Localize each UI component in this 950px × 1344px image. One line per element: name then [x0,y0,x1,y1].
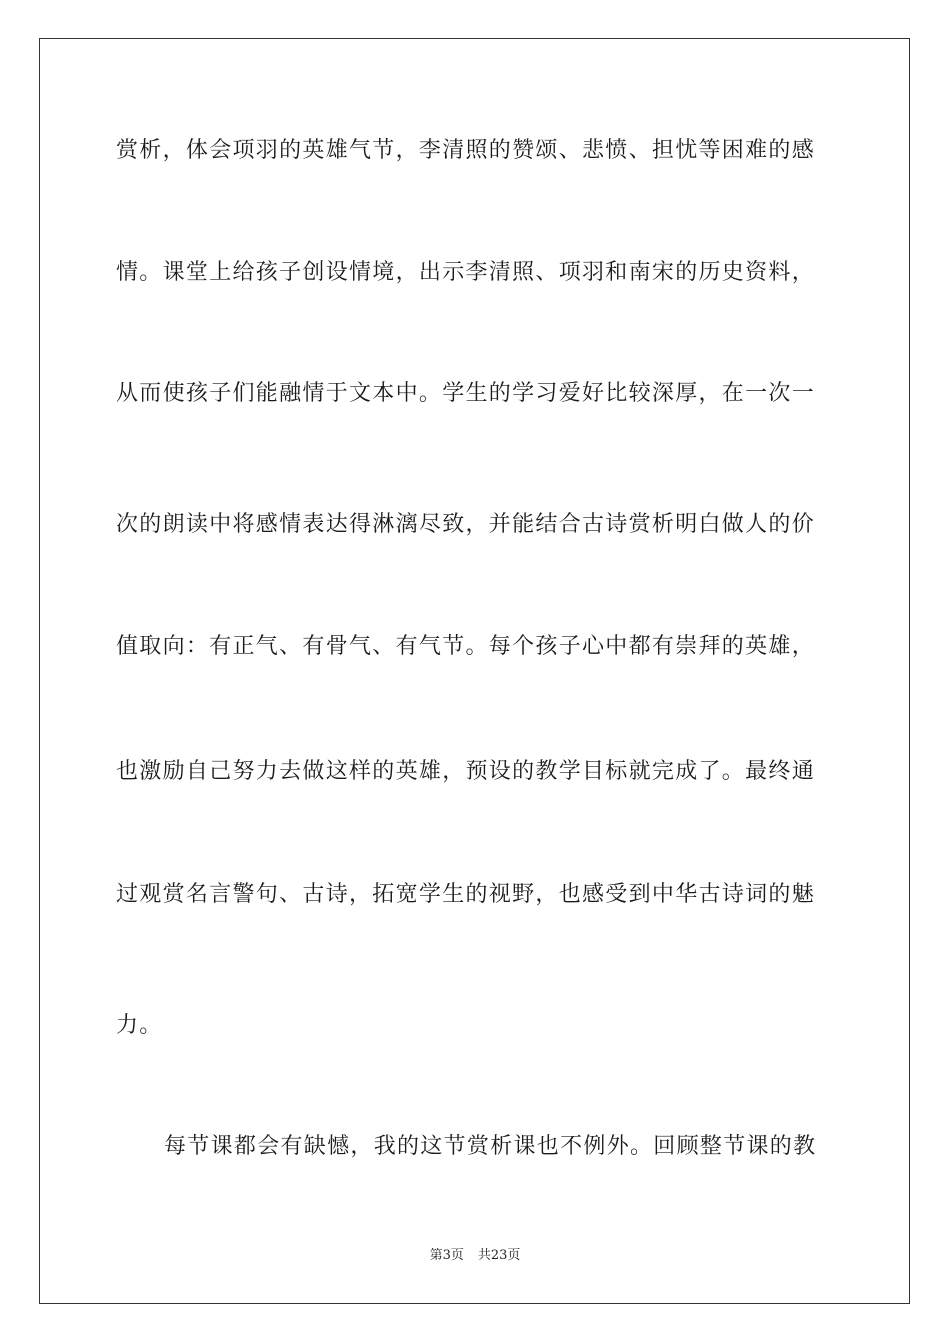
page-number: 第3页 [429,1248,464,1263]
page-footer [0,1247,950,1265]
paragraph-2-first-line: 每节课都会有缺憾，我的这节赏析课也不例外。回顾整节课的教 [164,1134,817,1159]
text-line-7: 过观赏名言警句、古诗，拓宽学生的视野，也感受到中华古诗词的魅 [116,882,816,907]
text-line-4: 次的朗读中将感情表达得淋漓尽致，并能结合古诗赏析明白做人的价 [116,512,816,537]
text-line-2: 情。课堂上给孩子创设情境，出示李清照、项羽和南宋的历史资料， [116,260,816,285]
text-line-5: 值取向：有正气、有骨气、有气节。每个孩子心中都有崇拜的英雄， [116,634,816,659]
page-border [39,38,910,1304]
text-line-8: 力。 [116,1013,163,1038]
page-total: 共23页 [477,1248,521,1263]
text-line-1: 赏析，体会项羽的英雄气节，李清照的赞颂、悲愤、担忧等困难的感 [116,138,816,163]
text-line-6: 也激励自己努力去做这样的英雄，预设的教学目标就完成了。最终通 [116,759,816,784]
text-line-3: 从而使孩子们能融情于文本中。学生的学习爱好比较深厚，在一次一 [116,381,816,406]
